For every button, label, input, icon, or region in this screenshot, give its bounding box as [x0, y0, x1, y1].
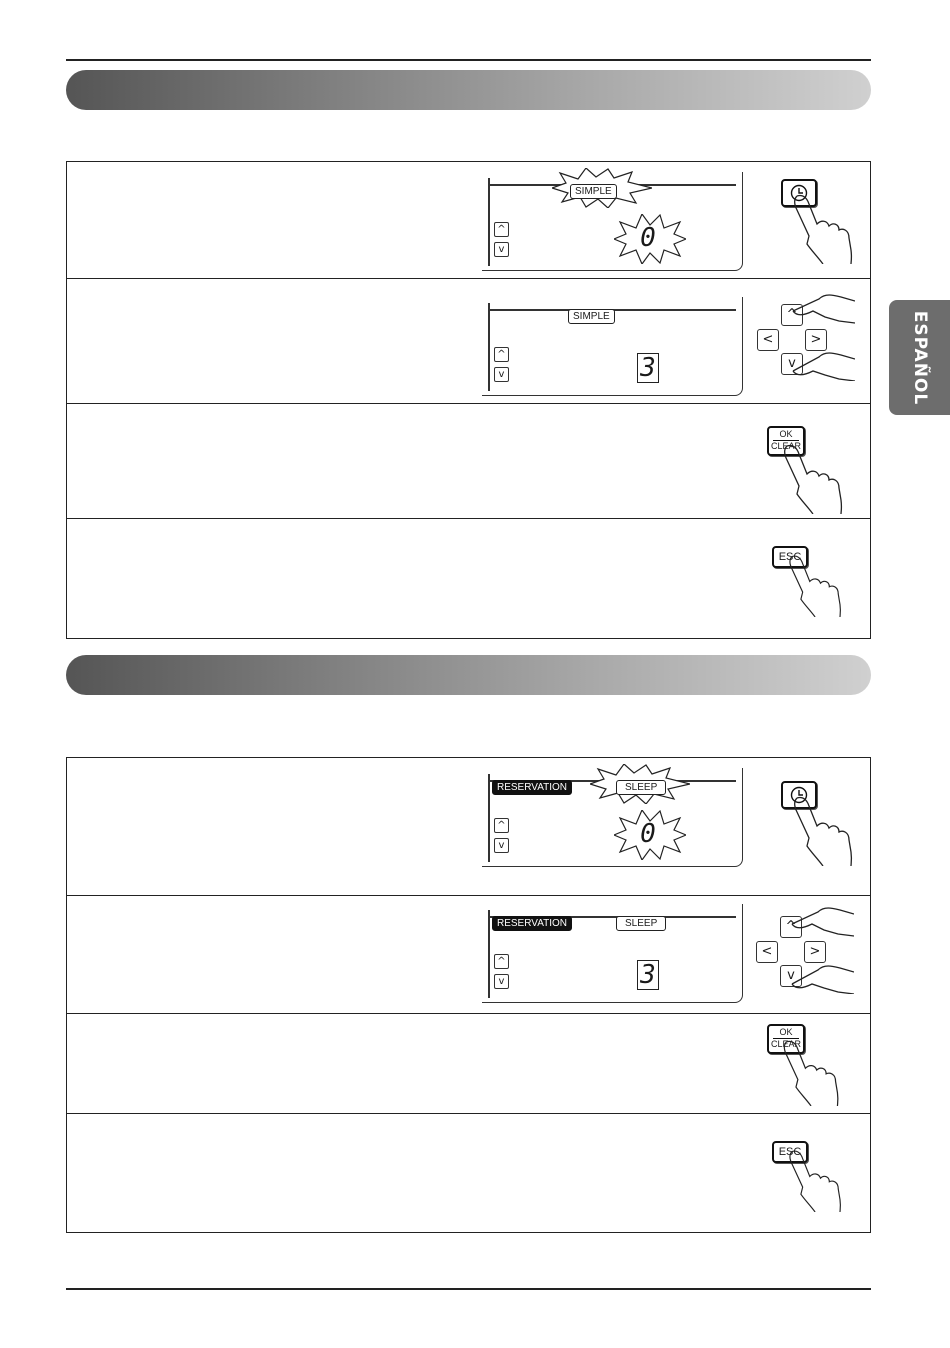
pointing-hand-icon	[789, 192, 859, 264]
clear-label: CLEAR	[770, 1039, 801, 1049]
lcd-reservation-label: RESERVATION	[492, 780, 572, 795]
pointing-hand-icon	[789, 794, 859, 866]
left-button[interactable]: <	[757, 329, 779, 351]
lcd-down-icon: v	[494, 838, 509, 853]
down-button[interactable]: v	[781, 353, 803, 375]
down-button[interactable]: v	[780, 965, 802, 987]
ok-label: OK	[773, 1027, 799, 1039]
steps-table-1	[66, 161, 871, 639]
lcd-digit: 0	[640, 223, 656, 253]
pointing-hand-icon	[779, 442, 849, 514]
lcd-display	[482, 904, 743, 1003]
lcd-down-icon: v	[494, 242, 509, 257]
lcd-down-icon: v	[494, 367, 509, 382]
lcd-up-icon: ^	[494, 954, 509, 969]
lcd-digit: 3	[637, 353, 659, 383]
section-header-bar-1	[66, 70, 871, 110]
pointing-hand-icon	[788, 960, 854, 994]
lcd-up-icon: ^	[494, 222, 509, 237]
ok-label: OK	[773, 429, 799, 441]
language-side-tab	[889, 300, 950, 415]
section-header-bar-2	[66, 655, 871, 695]
step-row	[67, 758, 870, 896]
lcd-mode-label: SIMPLE	[568, 309, 615, 324]
step-row	[67, 1014, 870, 1114]
pointing-hand-icon	[789, 347, 855, 381]
lcd-mode-label: SIMPLE	[570, 184, 617, 199]
lcd-up-icon: ^	[494, 818, 509, 833]
step-row	[67, 404, 870, 519]
lcd-display	[482, 768, 743, 867]
pointing-hand-icon	[783, 553, 849, 617]
pointing-hand-icon	[789, 291, 855, 325]
lcd-digit: 3	[637, 960, 659, 990]
up-button[interactable]: ^	[780, 916, 802, 938]
lcd-reservation-label: RESERVATION	[492, 916, 572, 931]
clear-label: CLEAR	[770, 441, 801, 451]
lcd-mode-label: SLEEP	[616, 780, 666, 795]
lcd-display	[482, 297, 743, 396]
step-row	[67, 279, 870, 404]
lcd-digit: 0	[640, 819, 656, 849]
lcd-mode-label: SLEEP	[616, 916, 666, 931]
pointing-hand-icon	[779, 1038, 845, 1106]
up-button[interactable]: ^	[781, 304, 803, 326]
pointing-hand-icon	[788, 904, 854, 938]
left-button[interactable]: <	[756, 941, 778, 963]
language-label: ESPAÑOL	[909, 310, 930, 405]
step-row	[67, 896, 870, 1014]
lcd-down-icon: v	[494, 974, 509, 989]
esc-button[interactable]: ESC	[772, 1141, 808, 1163]
pointing-hand-icon	[783, 1148, 849, 1212]
esc-button[interactable]: ESC	[772, 546, 808, 568]
top-rule	[66, 59, 871, 61]
step-row	[67, 162, 870, 279]
right-button[interactable]: >	[805, 329, 827, 351]
lcd-up-icon: ^	[494, 347, 509, 362]
right-button[interactable]: >	[804, 941, 826, 963]
steps-table-2	[66, 757, 871, 1233]
lcd-display	[482, 172, 743, 271]
bottom-rule	[66, 1288, 871, 1290]
step-row	[67, 1114, 870, 1231]
step-row	[67, 519, 870, 637]
